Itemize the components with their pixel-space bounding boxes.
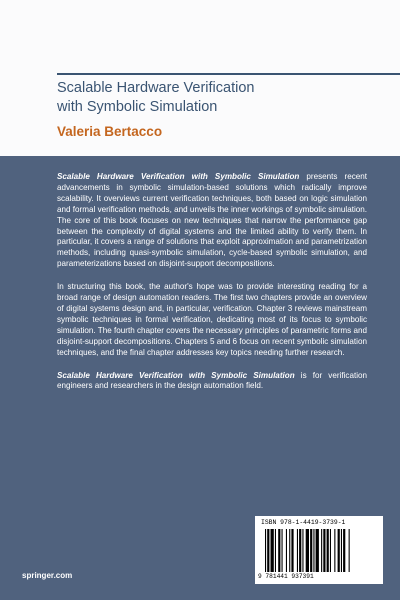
barcode-bars	[265, 529, 375, 572]
book-title	[57, 79, 377, 117]
isbn-label: ISBN 978-1-4419-3739-1	[261, 519, 346, 526]
book-description	[57, 172, 367, 404]
description-paragraph-2	[57, 282, 367, 358]
title-rule	[57, 73, 400, 75]
description-text: In structuring this book, the author's hope was to provide interesting reading for a broad range of design automation readers. The first two chapters provide an overview of digital systems design and, in particular, verification. Chapter 3 reviews mainstream symbolic techniques in formal verification, dedicating most of its focus to symbolic simulation. The fourth chapter covers the necessary principles of parametric forms and disjoint-support decompositions. Chapters 5 and 6 focus on recent symbolic simulation techniques, and the final chapter addresses key topics needing further research.	[57, 282, 367, 357]
title-line-1: Scalable Hardware Verification	[57, 80, 255, 96]
description-text: presents recent advancements in symbolic simulation-based solutions which radically improve scalability. It overviews current verification techniques, both based on logic simulation and formal verification methods, and unveils the inner workings of symbolic simulation. The core of this book focuses on new techniques that narrow the performance gap between the complexity of digital systems and the limited ability to verify them. In particular, it covers a range of solutions that exploit approximation and parametrization methods, including quasi-symbolic simulation, cycle-based symbolic simulation, and parameterizations based on disjoint-support decompositions.	[57, 172, 367, 269]
barcode-digits: 9 781441 937391	[258, 573, 314, 580]
description-text: is for verification engineers and researchers in the design automation field.	[57, 370, 367, 391]
author-name: Valeria Bertacco	[57, 124, 163, 139]
description-paragraph-3	[57, 371, 367, 393]
publisher-url: springer.com	[22, 571, 73, 580]
barcode	[255, 516, 383, 584]
description-title-emphasis: Scalable Hardware Verification with Symbolic Simulation	[57, 172, 300, 181]
description-paragraph-1	[57, 172, 367, 270]
title-line-2: with Symbolic Simulation	[57, 99, 218, 115]
description-title-emphasis: Scalable Hardware Verification with Symbolic Simulation	[57, 370, 295, 380]
title-panel	[0, 0, 400, 155]
